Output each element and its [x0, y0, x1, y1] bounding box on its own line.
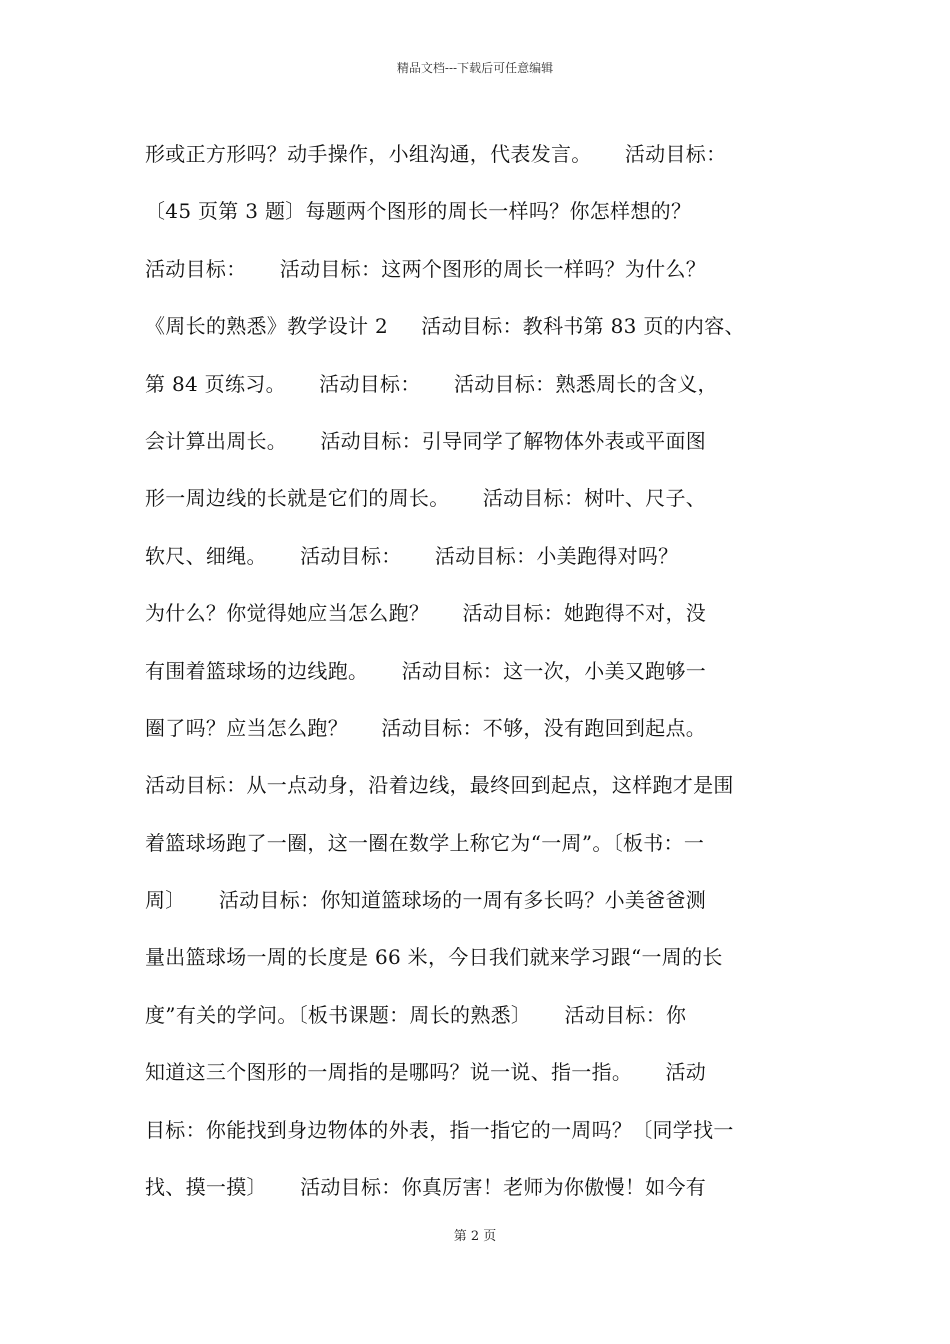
text-line: 第 84 页练习。 活动目标： 活动目标：熟悉周长的含义， — [145, 371, 718, 396]
text-line: 周〕 活动目标：你知道篮球场的一周有多长吗？小美爸爸测 — [145, 888, 707, 913]
text-line: 量出篮球场一周的长度是 66 米，今日我们就来学习跟“一周的长 — [145, 945, 723, 970]
text-line: 《周长的熟悉》教学设计 2 活动目标：教科书第 83 页的内容、 — [145, 314, 745, 339]
text-line: 形一周边线的长就是它们的周长。 活动目标：树叶、尺子、 — [145, 486, 707, 511]
text-line: 活动目标： 活动目标：这两个图形的周长一样吗？为什么？ — [145, 256, 707, 281]
text-line: 活动目标：从一点动身，沿着边线，最终回到起点，这样跑才是围 — [145, 773, 734, 798]
body-text — [145, 126, 815, 1216]
text-line: 为什么？你觉得她应当怎么跑？ 活动目标：她跑得不对，没 — [145, 601, 707, 626]
page-number: 第 2 页 — [453, 1229, 497, 1244]
text-line: 找、摸一摸〕 活动目标：你真厉害！老师为你傲慢！如今有 — [145, 1175, 707, 1200]
text-line: 圈了吗？应当怎么跑？ 活动目标：不够，没有跑回到起点。 — [145, 715, 707, 740]
text-line: 着篮球场跑了一圈，这一圈在数学上称它为“一周”。〔板书：一 — [145, 830, 705, 855]
text-line: 形或正方形吗？动手操作，小组沟通，代表发言。 活动目标： — [145, 142, 727, 166]
text-line: 〔45 页第 3 题〕每题两个图形的周长一样吗？你怎样想的？ — [145, 199, 692, 224]
text-line: 知道这三个图形的一周指的是哪吗？说一说、指一指。 活动 — [145, 1060, 707, 1085]
text-line: 目标：你能找到身边物体的外表，指一指它的一周吗？〔同学找一 — [145, 1117, 734, 1142]
page-header: 精品文档---下载后可任意编辑 — [396, 61, 554, 75]
text-line: 有围着篮球场的边线跑。 活动目标：这一次，小美又跑够一 — [145, 658, 707, 683]
text-line: 度”有关的学问。〔板书课题：周长的熟悉〕 活动目标：你 — [145, 1002, 687, 1027]
text-line: 软尺、细绳。 活动目标： 活动目标：小美跑得对吗？ — [145, 543, 679, 568]
text-line: 会计算出周长。 活动目标：引导同学了解物体外表或平面图 — [145, 428, 707, 453]
